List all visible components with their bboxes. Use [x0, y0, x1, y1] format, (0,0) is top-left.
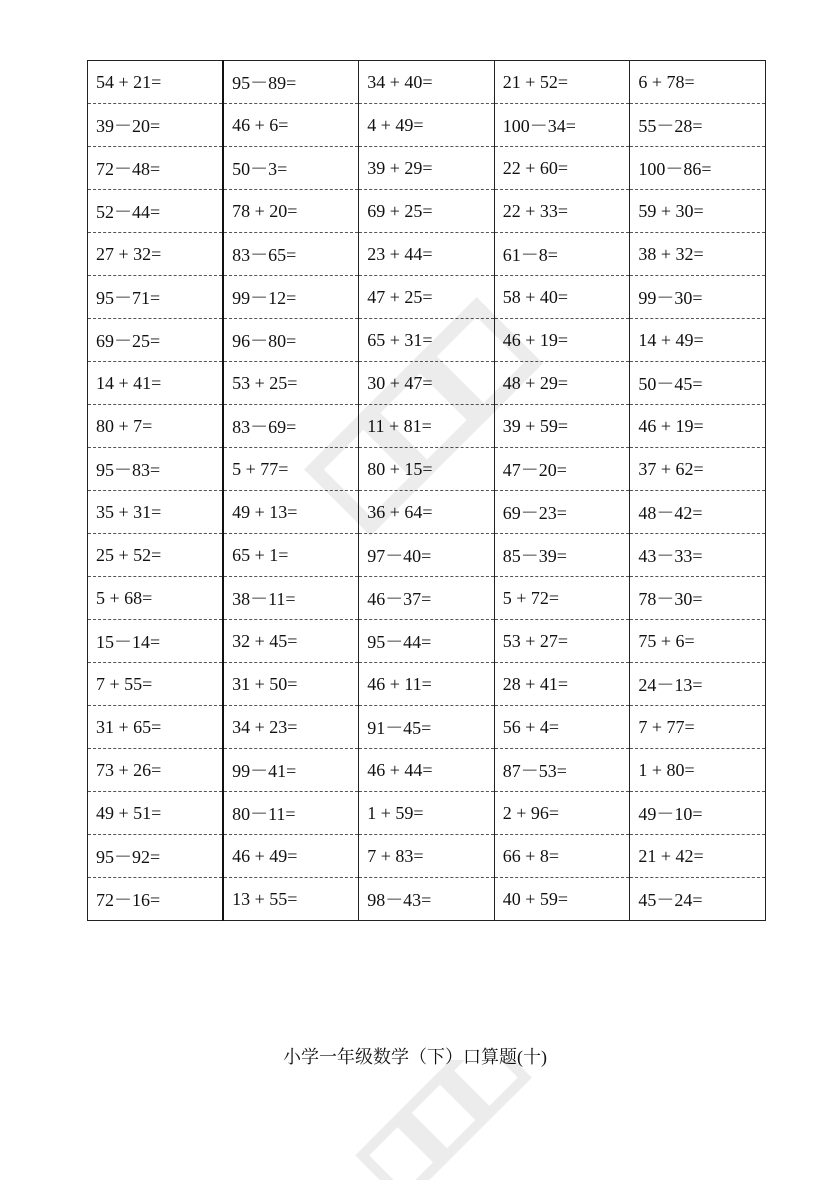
- problem-cell: 95－71=: [88, 276, 224, 319]
- problem-cell: 34 + 23=: [223, 706, 359, 749]
- problem-cell: 6 + 78=: [630, 61, 766, 104]
- problem-cell: 2 + 96=: [494, 792, 630, 835]
- problem-cell: 65 + 1=: [223, 534, 359, 577]
- problem-cell: 36 + 64=: [359, 491, 495, 534]
- problem-cell: 69－25=: [88, 319, 224, 362]
- problem-cell: 100－34=: [494, 104, 630, 147]
- problem-cell: 49 + 13=: [223, 491, 359, 534]
- problem-cell: 99－12=: [223, 276, 359, 319]
- problem-cell: 35 + 31=: [88, 491, 224, 534]
- problem-cell: 39 + 59=: [494, 405, 630, 448]
- watermark-logo-2: [340, 1060, 540, 1180]
- problem-cell: 53 + 27=: [494, 620, 630, 663]
- problem-cell: 5 + 68=: [88, 577, 224, 620]
- problem-cell: 54 + 21=: [88, 61, 224, 104]
- problem-cell: 15－14=: [88, 620, 224, 663]
- problem-cell: 48－42=: [630, 491, 766, 534]
- problem-cell: 83－65=: [223, 233, 359, 276]
- problem-cell: 97－40=: [359, 534, 495, 577]
- problem-cell: 7 + 77=: [630, 706, 766, 749]
- problem-cell: 39－20=: [88, 104, 224, 147]
- arithmetic-table-body: [88, 61, 766, 921]
- problem-cell: 99－30=: [630, 276, 766, 319]
- problem-cell: 34 + 40=: [359, 61, 495, 104]
- table-row: [88, 405, 766, 448]
- problem-cell: 5 + 77=: [223, 448, 359, 491]
- problem-cell: 46 + 19=: [630, 405, 766, 448]
- problem-cell: 22 + 33=: [494, 190, 630, 233]
- table-row: [88, 233, 766, 276]
- table-row: [88, 319, 766, 362]
- table-row: [88, 190, 766, 233]
- problem-cell: 43－33=: [630, 534, 766, 577]
- problem-cell: 98－43=: [359, 878, 495, 921]
- problem-cell: 46 + 19=: [494, 319, 630, 362]
- problem-cell: 99－41=: [223, 749, 359, 792]
- worksheet-title: 小学一年级数学（下）口算题(十): [283, 1047, 547, 1067]
- problem-cell: 31 + 65=: [88, 706, 224, 749]
- problem-cell: 58 + 40=: [494, 276, 630, 319]
- problem-cell: 5 + 72=: [494, 577, 630, 620]
- problem-cell: 55－28=: [630, 104, 766, 147]
- problem-cell: 28 + 41=: [494, 663, 630, 706]
- table-row: [88, 104, 766, 147]
- problem-cell: 1 + 80=: [630, 749, 766, 792]
- problem-cell: 95－83=: [88, 448, 224, 491]
- table-row: [88, 362, 766, 405]
- table-row: [88, 792, 766, 835]
- problem-cell: 4 + 49=: [359, 104, 495, 147]
- problem-cell: 7 + 55=: [88, 663, 224, 706]
- worksheet: [87, 60, 766, 921]
- problem-cell: 21 + 52=: [494, 61, 630, 104]
- problem-cell: 46－37=: [359, 577, 495, 620]
- problem-cell: 49 + 51=: [88, 792, 224, 835]
- problem-cell: 27 + 32=: [88, 233, 224, 276]
- table-row: [88, 147, 766, 190]
- problem-cell: 69－23=: [494, 491, 630, 534]
- problem-cell: 61－8=: [494, 233, 630, 276]
- problem-cell: 13 + 55=: [223, 878, 359, 921]
- problem-cell: 50－3=: [223, 147, 359, 190]
- problem-cell: 23 + 44=: [359, 233, 495, 276]
- table-row: [88, 534, 766, 577]
- problem-cell: 48 + 29=: [494, 362, 630, 405]
- problem-cell: 73 + 26=: [88, 749, 224, 792]
- problem-cell: 37 + 62=: [630, 448, 766, 491]
- problem-cell: 96－80=: [223, 319, 359, 362]
- problem-cell: 52－44=: [88, 190, 224, 233]
- problem-cell: 95－44=: [359, 620, 495, 663]
- problem-cell: 30 + 47=: [359, 362, 495, 405]
- table-row: [88, 663, 766, 706]
- problem-cell: 56 + 4=: [494, 706, 630, 749]
- problem-cell: 50－45=: [630, 362, 766, 405]
- problem-cell: 75 + 6=: [630, 620, 766, 663]
- problem-cell: 80－11=: [223, 792, 359, 835]
- table-row: [88, 878, 766, 921]
- problem-cell: 69 + 25=: [359, 190, 495, 233]
- table-row: [88, 577, 766, 620]
- problem-cell: 45－24=: [630, 878, 766, 921]
- problem-cell: 78－30=: [630, 577, 766, 620]
- problem-cell: 25 + 52=: [88, 534, 224, 577]
- problem-cell: 1 + 59=: [359, 792, 495, 835]
- table-row: [88, 706, 766, 749]
- problem-cell: 80 + 15=: [359, 448, 495, 491]
- problem-cell: 47－20=: [494, 448, 630, 491]
- problem-cell: 22 + 60=: [494, 147, 630, 190]
- problem-cell: 32 + 45=: [223, 620, 359, 663]
- table-row: [88, 491, 766, 534]
- problem-cell: 38－11=: [223, 577, 359, 620]
- problem-cell: 7 + 83=: [359, 835, 495, 878]
- table-row: [88, 448, 766, 491]
- table-row: [88, 749, 766, 792]
- table-row: [88, 835, 766, 878]
- problem-cell: 95－92=: [88, 835, 224, 878]
- problem-cell: 83－69=: [223, 405, 359, 448]
- problem-cell: 100－86=: [630, 147, 766, 190]
- problem-cell: 53 + 25=: [223, 362, 359, 405]
- problem-cell: 59 + 30=: [630, 190, 766, 233]
- problem-cell: 46 + 6=: [223, 104, 359, 147]
- problem-cell: 14 + 41=: [88, 362, 224, 405]
- problem-cell: 49－10=: [630, 792, 766, 835]
- problem-cell: 66 + 8=: [494, 835, 630, 878]
- problem-cell: 46 + 11=: [359, 663, 495, 706]
- problem-cell: 39 + 29=: [359, 147, 495, 190]
- problem-cell: 21 + 42=: [630, 835, 766, 878]
- problem-cell: 95－89=: [223, 61, 359, 104]
- problem-cell: 11 + 81=: [359, 405, 495, 448]
- table-row: [88, 276, 766, 319]
- problem-cell: 24－13=: [630, 663, 766, 706]
- problem-cell: 80 + 7=: [88, 405, 224, 448]
- problem-cell: 72－16=: [88, 878, 224, 921]
- problem-cell: 78 + 20=: [223, 190, 359, 233]
- problem-cell: 85－39=: [494, 534, 630, 577]
- problem-cell: 14 + 49=: [630, 319, 766, 362]
- problem-cell: 87－53=: [494, 749, 630, 792]
- problem-cell: 46 + 44=: [359, 749, 495, 792]
- problem-cell: 40 + 59=: [494, 878, 630, 921]
- table-row: [88, 620, 766, 663]
- problem-cell: 65 + 31=: [359, 319, 495, 362]
- problem-cell: 31 + 50=: [223, 663, 359, 706]
- problem-cell: 46 + 49=: [223, 835, 359, 878]
- problem-cell: 47 + 25=: [359, 276, 495, 319]
- problem-cell: 72－48=: [88, 147, 224, 190]
- table-row: [88, 61, 766, 104]
- problem-cell: 91－45=: [359, 706, 495, 749]
- problem-cell: 38 + 32=: [630, 233, 766, 276]
- arithmetic-table: [87, 60, 766, 921]
